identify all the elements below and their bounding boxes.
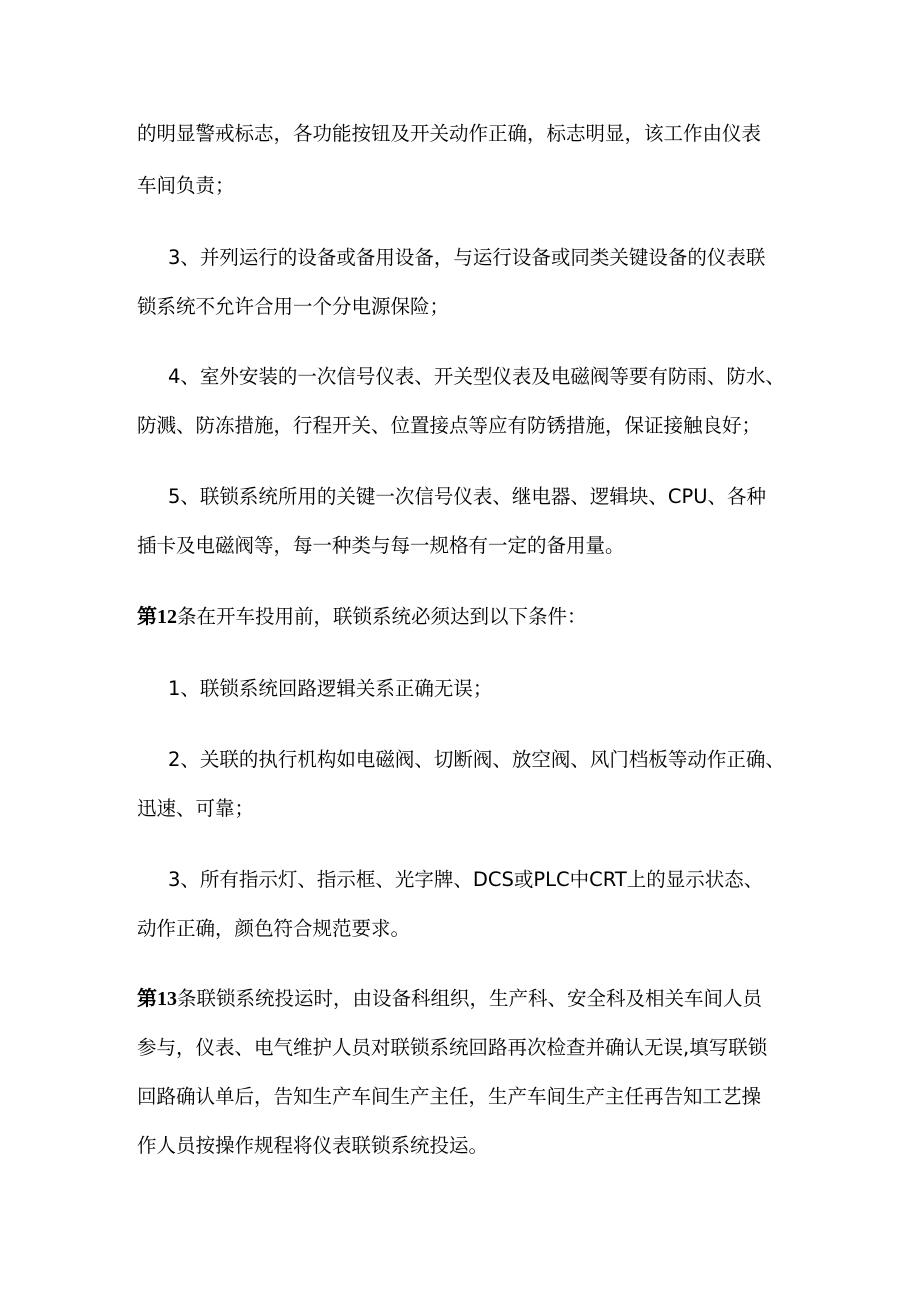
condition-item-2: 2、关联的执行机构如电磁阀、切断阀、放空阀、风门档板等动作正确、 (168, 748, 785, 771)
list-item-5: 5、联锁系统所用的关键一次信号仪表、继电器、逻辑块、CPU、各种 (168, 485, 767, 508)
text-line: 防溅、防冻措施，行程开关、位置接点等应有防锈措施，保证接触良好； (137, 414, 762, 437)
text-line: 回路确认单后，告知生产车间生产主任，生产车间生产主任再告知工艺操 (137, 1085, 762, 1108)
list-item-3: 3、并列运行的设备或备用设备，与运行设备或同类关键设备的仪表联 (168, 246, 766, 269)
text-line: 插卡及电磁阀等，每一种类与每一规格有一定的备用量。 (137, 534, 625, 557)
article-13-text: 条联锁系统投运时，由设备科组织，生产科、安全科及相关车间人员 (177, 987, 763, 1010)
condition-item-1: 1、联锁系统回路逻辑关系正确无误； (168, 677, 493, 700)
article-12-text: 条在开车投用前，联锁系统必须达到以下条件： (177, 605, 587, 628)
article-12-number: 第12 (137, 606, 177, 628)
text-line: 动作正确，颜色符合规范要求。 (137, 917, 411, 940)
list-item-4: 4、室外安装的一次信号仪表、开关型仪表及电磁阀等要有防雨、防水、 (168, 365, 785, 388)
text-line: 的明显警戒标志，各功能按钮及开关动作正确，标志明显，该工作由仪表 (137, 122, 762, 145)
text-line: 参与，仪表、电气维护人员对联锁系统回路再次检查并确认无误,填写联锁 (137, 1036, 768, 1059)
article-13-number: 第13 (137, 988, 177, 1010)
text-line: 作人员按操作规程将仪表联锁系统投运。 (137, 1134, 489, 1157)
text-line: 迅速、可靠； (137, 797, 255, 820)
article-12 (137, 603, 797, 631)
article-13 (137, 985, 797, 1013)
text-line: 锁系统不允许合用一个分电源保险； (137, 295, 450, 318)
condition-item-3: 3、所有指示灯、指示框、光字牌、DCS或PLC中CRT上的显示状态、 (168, 868, 764, 891)
text-line: 车间负责； (137, 174, 235, 197)
